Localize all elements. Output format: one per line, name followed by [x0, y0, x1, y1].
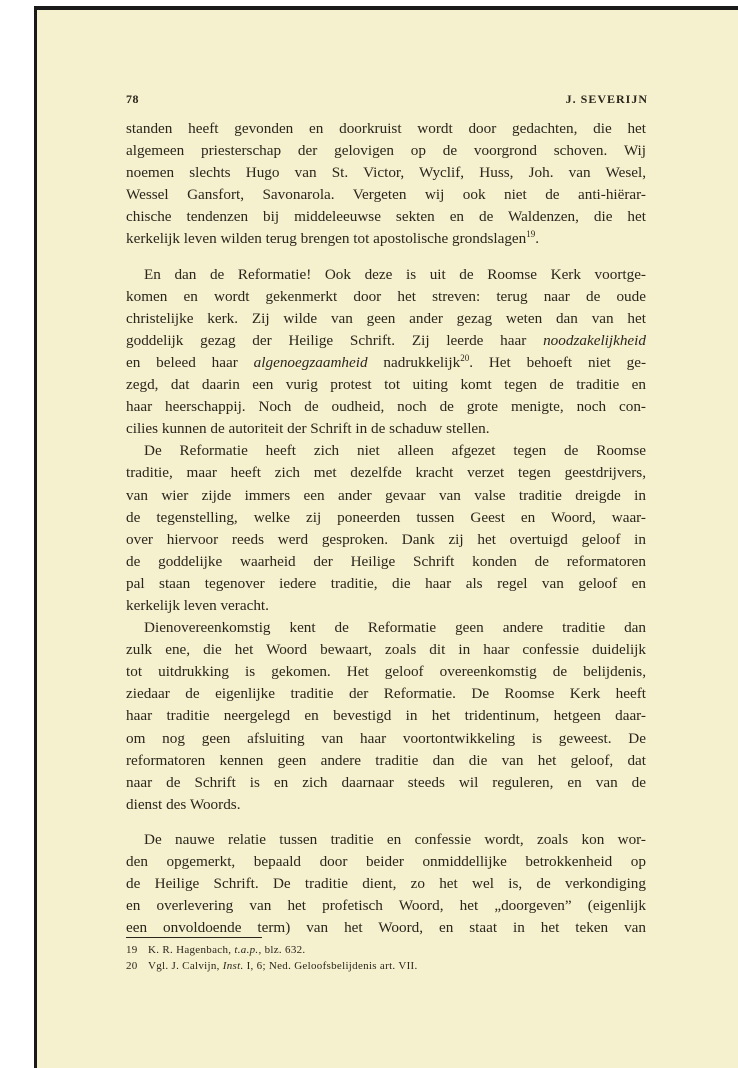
paragraph-5	[126, 829, 646, 939]
paragraph-4	[126, 617, 646, 816]
text-line: pal staan tegenover iedere traditie, die haar als regel van geloof en	[126, 574, 646, 592]
text-line: cilies kunnen de autoriteit der Schrift in de schaduw stellen.	[126, 420, 490, 438]
body-text	[126, 118, 646, 939]
text-line: noemen slechts Hugo van St. Victor, Wyclif, Huss, Joh. van Wesel,	[126, 164, 646, 182]
running-head: J. SEVERIJN	[565, 92, 648, 106]
text-line: zegd, dat daarin een vurig protest tot uiting komt tegen de traditie en	[126, 376, 646, 394]
text-line: goddelijk gezag der Heilige Schrift. Zij leerde haar noodzakelijkheid	[126, 331, 646, 349]
footnote-ref[interactable]: 19	[526, 229, 536, 240]
footnote-20: 20 Vgl. J. Calvijn, Inst. I, 6; Ned. Geloofsbelijdenis art. VII.	[126, 960, 418, 972]
footnote-rule	[126, 937, 262, 938]
text-line: reformatoren kennen geen andere traditie dan die van het geloof, dat	[126, 751, 646, 769]
text-line: de Heilige Schrift. De traditie dient, zo het wel is, de verkondiging	[126, 875, 646, 893]
text-line: Wessel Gansfort, Savonarola. Vergeten wij ook niet de anti-hiërar-	[126, 186, 646, 204]
text-line: De Reformatie heeft zich niet alleen afgezet tegen de Roomse	[144, 442, 646, 460]
text-line: een onvoldoende term) van het Woord, en staat in het teken van	[126, 919, 646, 937]
text-line: dienst des Woords.	[126, 795, 241, 813]
text-line: De nauwe relatie tussen traditie en confessie wordt, zoals kon wor-	[144, 830, 646, 848]
text-line: de tegenstelling, welke zij poneerden tussen Geest en Woord, waar-	[126, 508, 646, 526]
text-line: En dan de Reformatie! Ook deze is uit de Roomse Kerk voortge-	[144, 265, 646, 283]
text-line: de goddelijke waarheid der Heilige Schrift konden de reformatoren	[126, 552, 646, 570]
footnote-19: 19 K. R. Hagenbach, t.a.p., blz. 632.	[126, 944, 306, 956]
text-line: den opgemerkt, bepaald door beider onmiddellijke betrokkenheid op	[126, 853, 646, 870]
paragraph-1	[126, 118, 646, 251]
text-line: haar heerschappij. Noch de oudheid, noch de grote menigte, noch con-	[126, 398, 646, 416]
text-line: van wier zijde immers een ander gevaar van valse traditie dreigde in	[126, 486, 646, 504]
text-line: tot uitdrukking is gekomen. Het geloof overeenkomstig de belijdenis,	[126, 663, 646, 681]
text-line: kerkelijk leven veracht.	[126, 596, 269, 614]
paragraph-3	[126, 440, 646, 617]
text-line: traditie, maar heeft zich met dezelfde kracht verzet tegen geestdrijvers,	[126, 464, 646, 482]
text-line: chische tendenzen bij middeleeuwse sekten en de Waldenzen, die het	[126, 208, 646, 226]
text-line: over hiervoor reeds werd gesproken. Dank zij het overtuigd geloof in	[126, 530, 646, 548]
text-line: naar de Schrift is en zich daarnaar steeds wil reguleren, en van de	[126, 773, 646, 791]
text-line: algemeen priesterschap der gelovigen op de voorgrond schoven. Wij	[126, 142, 646, 160]
text-line: Dienovereenkomstig kent de Reformatie geen andere traditie dan	[144, 619, 646, 637]
text-line: christelijke kerk. Zij wilde van geen ander gezag weten dan van het	[126, 309, 646, 327]
text-line: ziedaar de eigenlijke traditie der Reformatie. De Roomse Kerk heeft	[126, 685, 646, 703]
page-number: 78	[126, 92, 139, 106]
text-line: standen heeft gevonden en doorkruist wordt door gedachten, die het	[126, 120, 646, 137]
text-line: zulk ene, die het Woord bewaart, zoals dit in haar confessie duidelijk	[126, 641, 646, 659]
paragraph-2	[126, 264, 646, 441]
text-line: komen en wordt gekenmerkt door het streven: terug naar de oude	[126, 287, 646, 305]
text-line: haar traditie neergelegd en bevestigd in het tridentinum, hetgeen daar-	[126, 707, 646, 725]
text-line: en beleed haar algenoegzaamheid nadrukkelijk$^{20}$. Het behoeft niet ge-	[126, 352, 647, 371]
text-line: om nog geen afsluiting van haar voortontwikkeling is geweest. De	[126, 729, 646, 747]
text-line: en overlevering van het profetisch Woord, het „doorgeven” (eigenlijk	[126, 897, 646, 915]
footnote-ref[interactable]: 20	[460, 352, 470, 363]
text-line: kerkelijk leven wilden terug brengen tot apostolische grondslagen$^{19}$.	[126, 229, 540, 248]
